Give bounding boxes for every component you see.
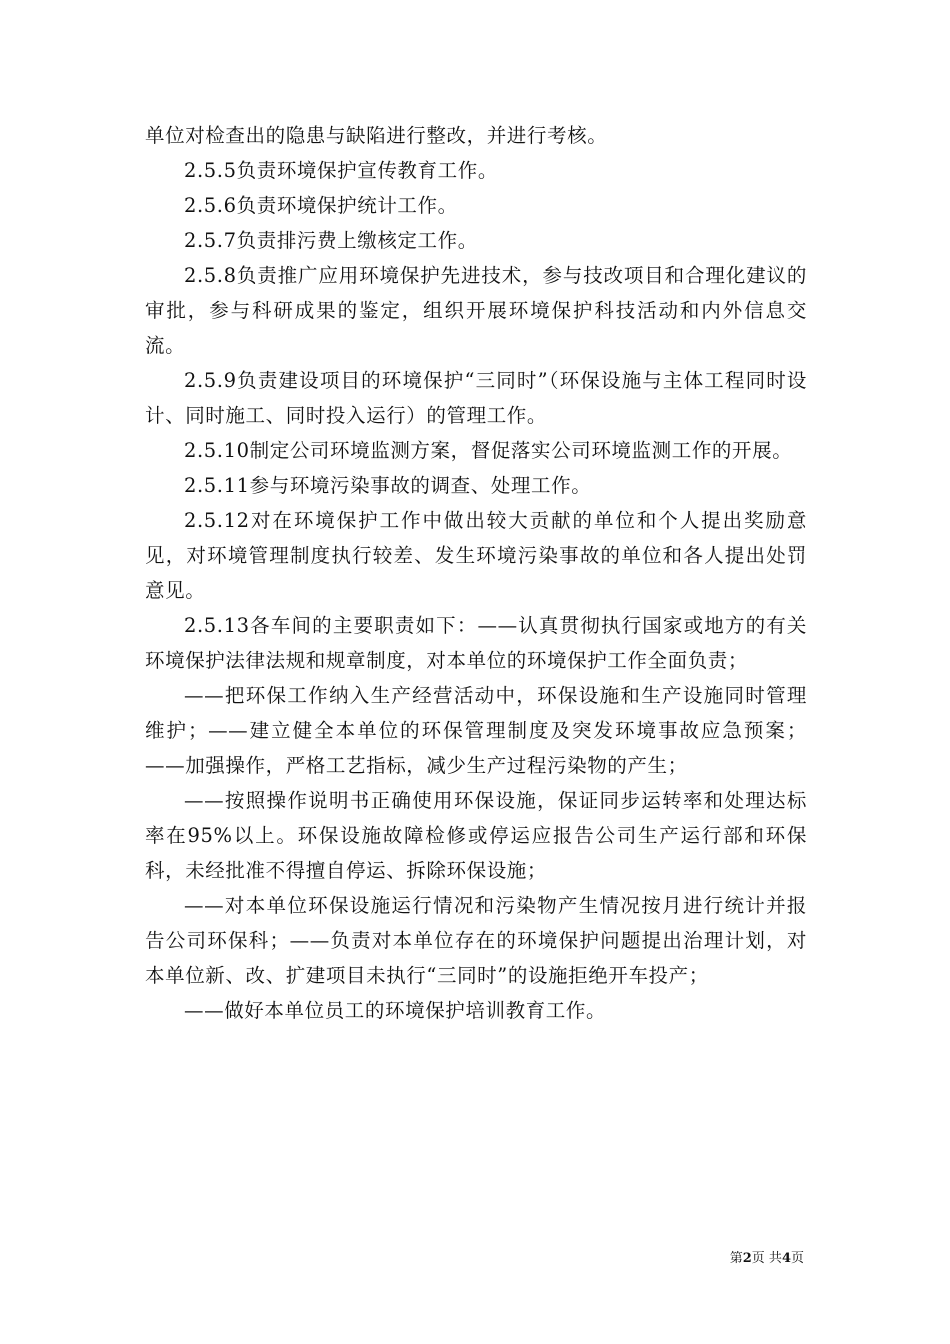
- current-page-number: 2: [742, 1251, 752, 1266]
- paragraph: 2.5.9负责建设项目的环境保护“三同时”（环保设施与主体工程同时设计、同时施工、同时投入运行）的管理工作。: [145, 369, 807, 427]
- paragraph: ——对本单位环保设施运行情况和污染物产生情况按月进行统计并报告公司环保科；——负责对本单位存在的环境保护问题提出治理计划，对本单位新、改、扩建项目未执行“三同时”的设施拒绝开车投产；: [145, 894, 807, 987]
- paragraph: 2.5.7负责排污费上缴核定工作。: [184, 229, 478, 252]
- paragraph: 单位对检查出的隐患与缺陷进行整改，并进行考核。: [145, 124, 608, 147]
- paragraph: 2.5.11参与环境污染事故的调查、处理工作。: [184, 474, 592, 497]
- paragraph: 2.5.12对在环境保护工作中做出较大贡献的单位和个人提出奖励意见，对环境管理制度执行较差、发生环境污染事故的单位和各人提出处罚意见。: [145, 509, 807, 602]
- footer-suffix: 页: [790, 1251, 804, 1266]
- paragraph: ——把环保工作纳入生产经营活动中，环保设施和生产设施同时管理维护；——建立健全本单位的环保管理制度及突发环境事故应急预案；——加强操作，严格工艺指标，减少生产过程污染物的产生；: [145, 684, 807, 777]
- paragraph: 2.5.13各车间的主要职责如下：——认真贯彻执行国家或地方的有关环境保护法律法规和规章制度，对本单位的环境保护工作全面负责；: [145, 614, 807, 672]
- paragraph: 2.5.6负责环境保护统计工作。: [184, 194, 458, 217]
- paragraph: ——做好本单位员工的环境保护培训教育工作。: [184, 999, 607, 1022]
- paragraph: 2.5.8负责推广应用环境保护先进技术，参与技改项目和合理化建议的审批，参与科研成果的鉴定，组织开展环境保护科技活动和内外信息交流。: [145, 264, 807, 357]
- paragraph: ——按照操作说明书正确使用环保设施，保证同步运转率和处理达标率在95%以上。环保设施故障检修或停运应报告公司生产运行部和环保科，未经批准不得擅自停运、拆除环保设施；: [145, 789, 807, 882]
- paragraph: 2.5.10制定公司环境监测方案，督促落实公司环境监测工作的开展。: [184, 439, 793, 462]
- total-page-count: 4: [781, 1251, 791, 1266]
- paragraph: 2.5.5负责环境保护宣传教育工作。: [184, 159, 498, 182]
- document-body: [145, 118, 807, 1028]
- footer-middle: 页 共: [751, 1251, 782, 1266]
- page-number-footer: [730, 1251, 804, 1267]
- footer-prefix: 第: [729, 1251, 743, 1266]
